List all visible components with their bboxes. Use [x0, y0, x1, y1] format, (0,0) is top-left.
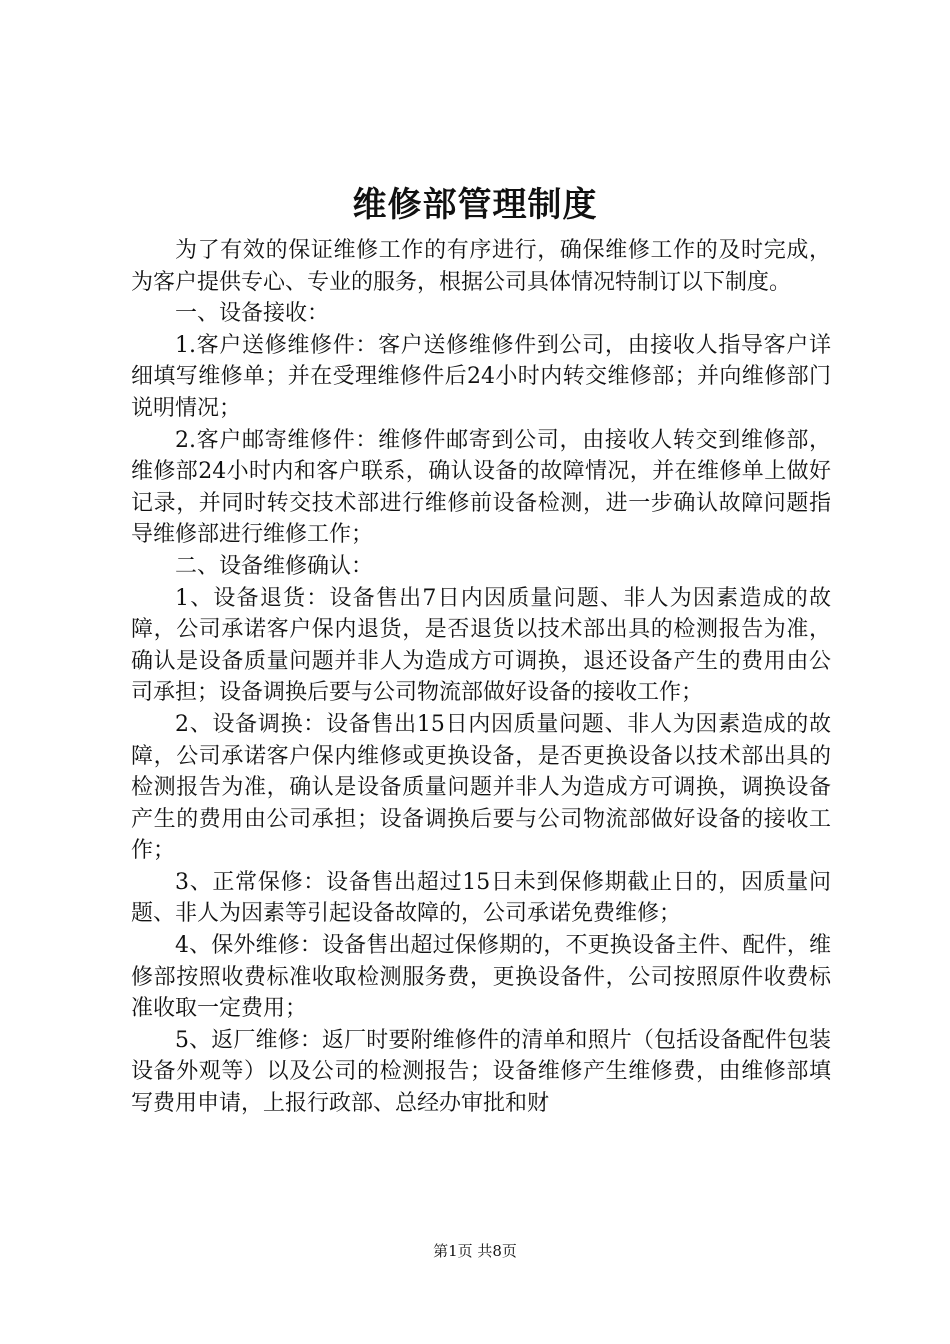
paragraph-out-of-warranty: 4、保外维修：设备售出超过保修期的，不更换设备主件、配件，维修部按照收费标准收取检测服务费，更换设备件，公司按照原件收费标准收取一定费用； [131, 933, 831, 1022]
section-heading-receiving: 一、设备接收： [175, 301, 330, 327]
paragraph-customer-mail: 2.客户邮寄维修件：维修件邮寄到公司，由接收人转交到维修部，维修部24小时内和客户联系，确认设备的故障情况，并在维修单上做好记录，并同时转交技术部进行维修前设备检测，进一步确认故障问题指导维修部进行维修工作； [131, 427, 831, 548]
intro-paragraph: 为了有效的保证维修工作的有序进行，确保维修工作的及时完成，为客户提供专心、专业的服务，根据公司具体情况特制订以下制度。 [131, 238, 831, 295]
document-title: 维修部管理制度 [352, 185, 598, 225]
paragraph-exchange: 2、设备调换：设备售出15日内因质量问题、非人为因素造成的故障，公司承诺客户保内维修或更换设备，是否更换设备以技术部出具的检测报告为准，确认是设备质量问题并非人为造成方可调换，调换设备产生的费用由公司承担；设备调换后要与公司物流部做好设备的接收工作； [131, 711, 831, 864]
paragraph-return: 1、设备退货：设备售出7日内因质量问题、非人为因素造成的故障，公司承诺客户保内退货，是否退货以技术部出具的检测报告为准，确认是设备质量问题并非人为造成方可调换，退还设备产生的费用由公司承担；设备调换后要与公司物流部做好设备的接收工作； [131, 585, 831, 706]
section-heading-confirmation: 二、设备维修确认： [175, 553, 374, 579]
page-number-footer: 第1页 共8页 [433, 1242, 517, 1260]
document-body [131, 235, 831, 1120]
paragraph-factory-return: 5、返厂维修：返厂时要附维修件的清单和照片（包括设备配件包装设备外观等）以及公司的检测报告；设备维修产生维修费，由维修部填写费用申请，上报行政部、总经办审批和财 [131, 1027, 831, 1117]
paragraph-customer-dropoff: 1.客户送修维修件：客户送修维修件到公司，由接收人指导客户详细填写维修单；并在受理维修件后24小时内转交维修部；并向维修部门说明情况； [131, 332, 831, 421]
paragraph-normal-warranty: 3、正常保修：设备售出超过15日未到保修期截止日的，因质量问题、非人为因素等引起设备故障的，公司承诺免费维修； [131, 869, 831, 927]
